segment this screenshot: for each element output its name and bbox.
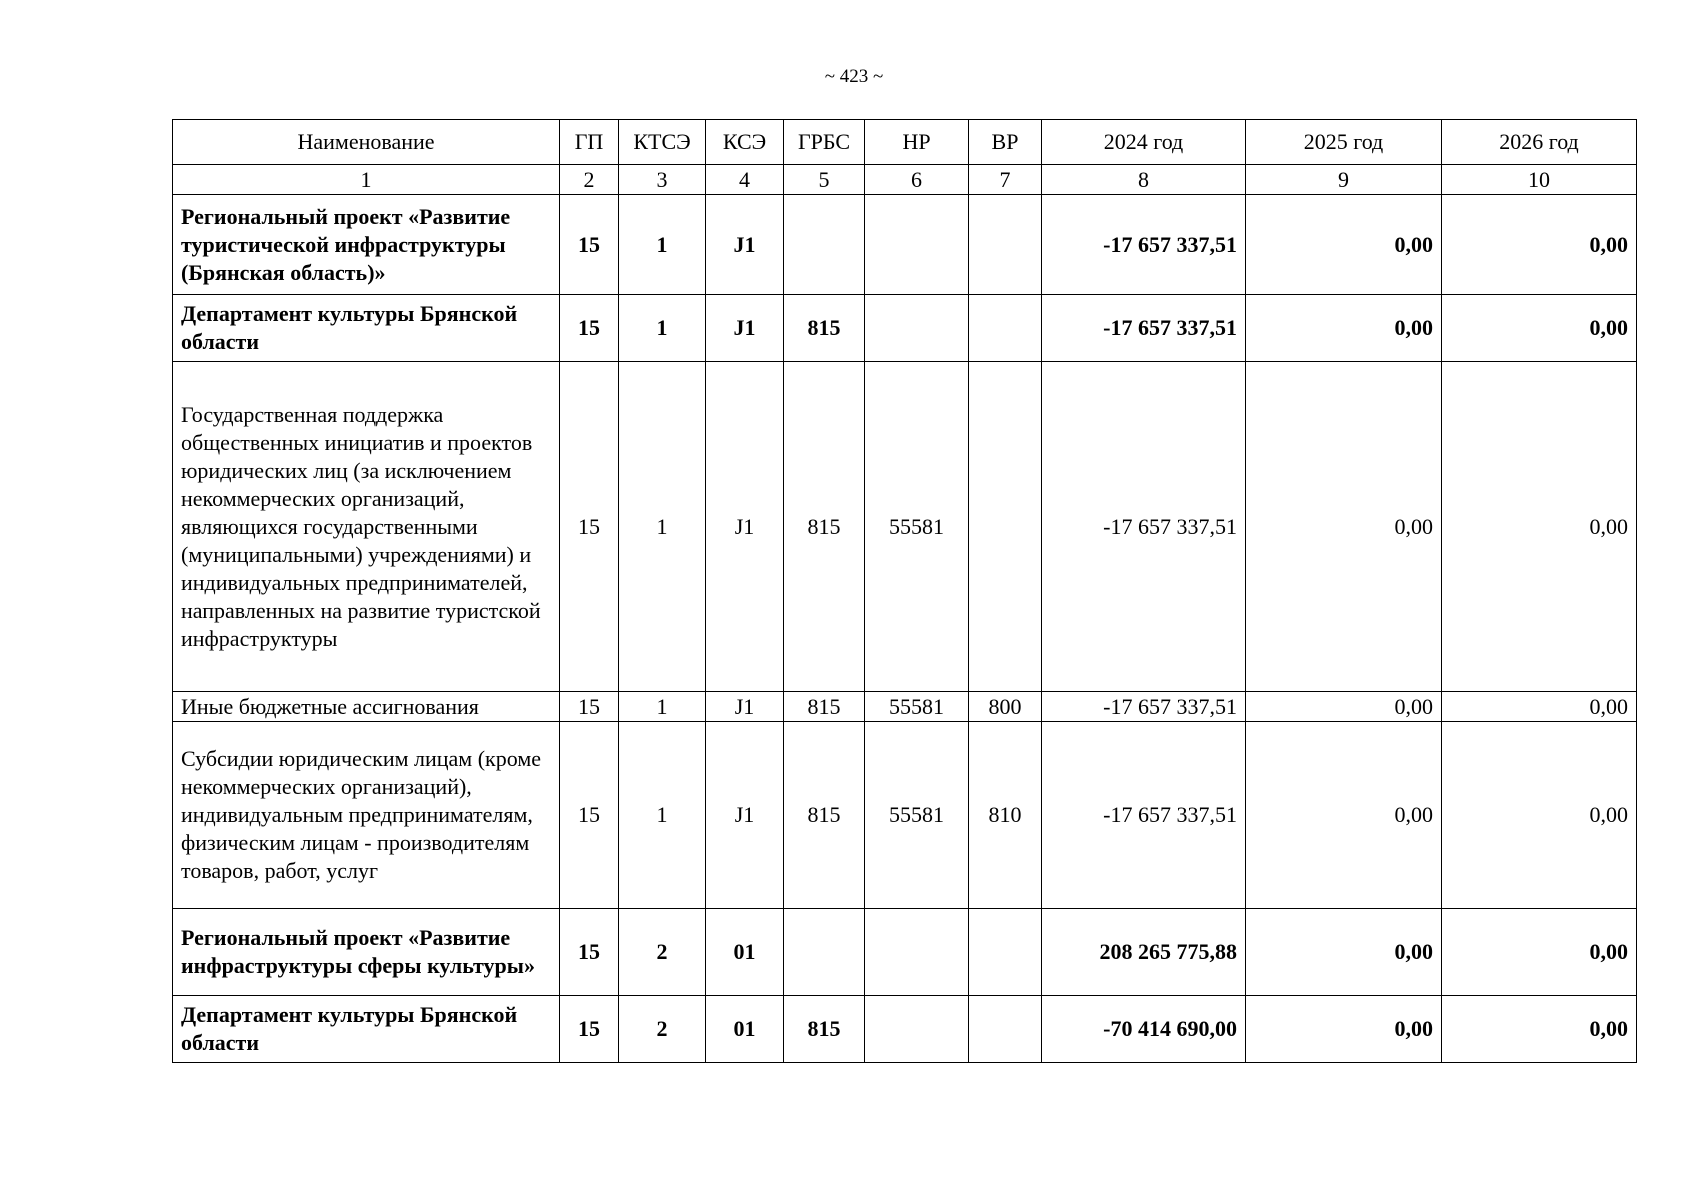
row-name: Региональный проект «Развитие туристической инфраструктуры (Брянская область)» [173,195,560,295]
col-header-name: Наименование [173,120,560,165]
row-2024: -70 414 690,00 [1042,996,1246,1063]
row-2025: 0,00 [1246,295,1442,362]
row-ktse: 1 [619,362,706,692]
row-ktse: 1 [619,692,706,722]
row-2024: -17 657 337,51 [1042,295,1246,362]
col-number: 7 [969,165,1042,195]
header-row [173,120,1637,165]
table-row [173,362,1637,692]
row-vr [969,195,1042,295]
col-number: 10 [1442,165,1637,195]
row-2026: 0,00 [1442,362,1637,692]
row-ktse: 1 [619,295,706,362]
row-kse: J1 [706,722,784,909]
row-kse: J1 [706,692,784,722]
row-2026: 0,00 [1442,295,1637,362]
row-vr [969,295,1042,362]
row-2025: 0,00 [1246,692,1442,722]
budget-table [172,119,1637,1063]
col-header-ktse: КТСЭ [619,120,706,165]
row-vr [969,362,1042,692]
row-2025: 0,00 [1246,996,1442,1063]
table-row [173,996,1637,1063]
row-2025: 0,00 [1246,362,1442,692]
row-grbs: 815 [784,996,865,1063]
row-2025: 0,00 [1246,195,1442,295]
col-header-nr: НР [865,120,969,165]
col-number: 6 [865,165,969,195]
row-nr [865,909,969,996]
row-grbs: 815 [784,362,865,692]
row-grbs [784,909,865,996]
col-header-grbs: ГРБС [784,120,865,165]
col-header-2025: 2025 год [1246,120,1442,165]
row-2025: 0,00 [1246,722,1442,909]
page-number: ~ 423 ~ [824,66,884,87]
row-grbs: 815 [784,692,865,722]
col-header-2026: 2026 год [1442,120,1637,165]
table-row [173,722,1637,909]
row-name: Региональный проект «Развитие инфраструктуры сферы культуры» [173,909,560,996]
row-nr: 55581 [865,692,969,722]
row-gp: 15 [560,692,619,722]
row-nr: 55581 [865,362,969,692]
row-gp: 15 [560,722,619,909]
row-2026: 0,00 [1442,692,1637,722]
col-number: 2 [560,165,619,195]
row-2024: -17 657 337,51 [1042,692,1246,722]
row-grbs: 815 [784,722,865,909]
row-2026: 0,00 [1442,195,1637,295]
col-number: 5 [784,165,865,195]
col-number: 1 [173,165,560,195]
row-gp: 15 [560,996,619,1063]
row-kse: 01 [706,909,784,996]
row-kse: J1 [706,195,784,295]
row-2026: 0,00 [1442,996,1637,1063]
row-name: Субсидии юридическим лицам (кроме некоммерческих организаций), индивидуальным предпринимателям, физическим лицам - производителям товаров, работ, услуг [173,722,560,909]
row-2024: -17 657 337,51 [1042,362,1246,692]
row-2025: 0,00 [1246,909,1442,996]
row-ktse: 2 [619,909,706,996]
row-2024: 208 265 775,88 [1042,909,1246,996]
table-row [173,295,1637,362]
row-gp: 15 [560,362,619,692]
col-number: 4 [706,165,784,195]
table-row [173,195,1637,295]
row-grbs [784,195,865,295]
row-nr [865,295,969,362]
col-header-gp: ГП [560,120,619,165]
row-nr: 55581 [865,722,969,909]
col-number: 8 [1042,165,1246,195]
row-2024: -17 657 337,51 [1042,195,1246,295]
row-vr: 810 [969,722,1042,909]
row-ktse: 1 [619,722,706,909]
row-kse: 01 [706,996,784,1063]
row-name: Департамент культуры Брянской области [173,295,560,362]
row-vr [969,909,1042,996]
row-kse: J1 [706,362,784,692]
row-ktse: 1 [619,195,706,295]
row-nr [865,195,969,295]
row-nr [865,996,969,1063]
row-2024: -17 657 337,51 [1042,722,1246,909]
row-name: Департамент культуры Брянской области [173,996,560,1063]
row-grbs: 815 [784,295,865,362]
row-kse: J1 [706,295,784,362]
col-number: 3 [619,165,706,195]
row-vr: 800 [969,692,1042,722]
column-number-row [173,165,1637,195]
row-vr [969,996,1042,1063]
row-gp: 15 [560,909,619,996]
row-2026: 0,00 [1442,722,1637,909]
row-gp: 15 [560,195,619,295]
row-name: Государственная поддержка общественных инициатив и проектов юридических лиц (за исключением некоммерческих организаций, являющихся государственными (муниципальными) учреждениями) и индивидуальных предпринимателей, направленных на развитие туристской инфраструктуры [173,362,560,692]
col-header-kse: КСЭ [706,120,784,165]
row-gp: 15 [560,295,619,362]
col-header-2024: 2024 год [1042,120,1246,165]
row-2026: 0,00 [1442,909,1637,996]
col-number: 9 [1246,165,1442,195]
table-row [173,909,1637,996]
col-header-vr: ВР [969,120,1042,165]
row-ktse: 2 [619,996,706,1063]
row-name: Иные бюджетные ассигнования [173,692,560,722]
table-row [173,692,1637,722]
